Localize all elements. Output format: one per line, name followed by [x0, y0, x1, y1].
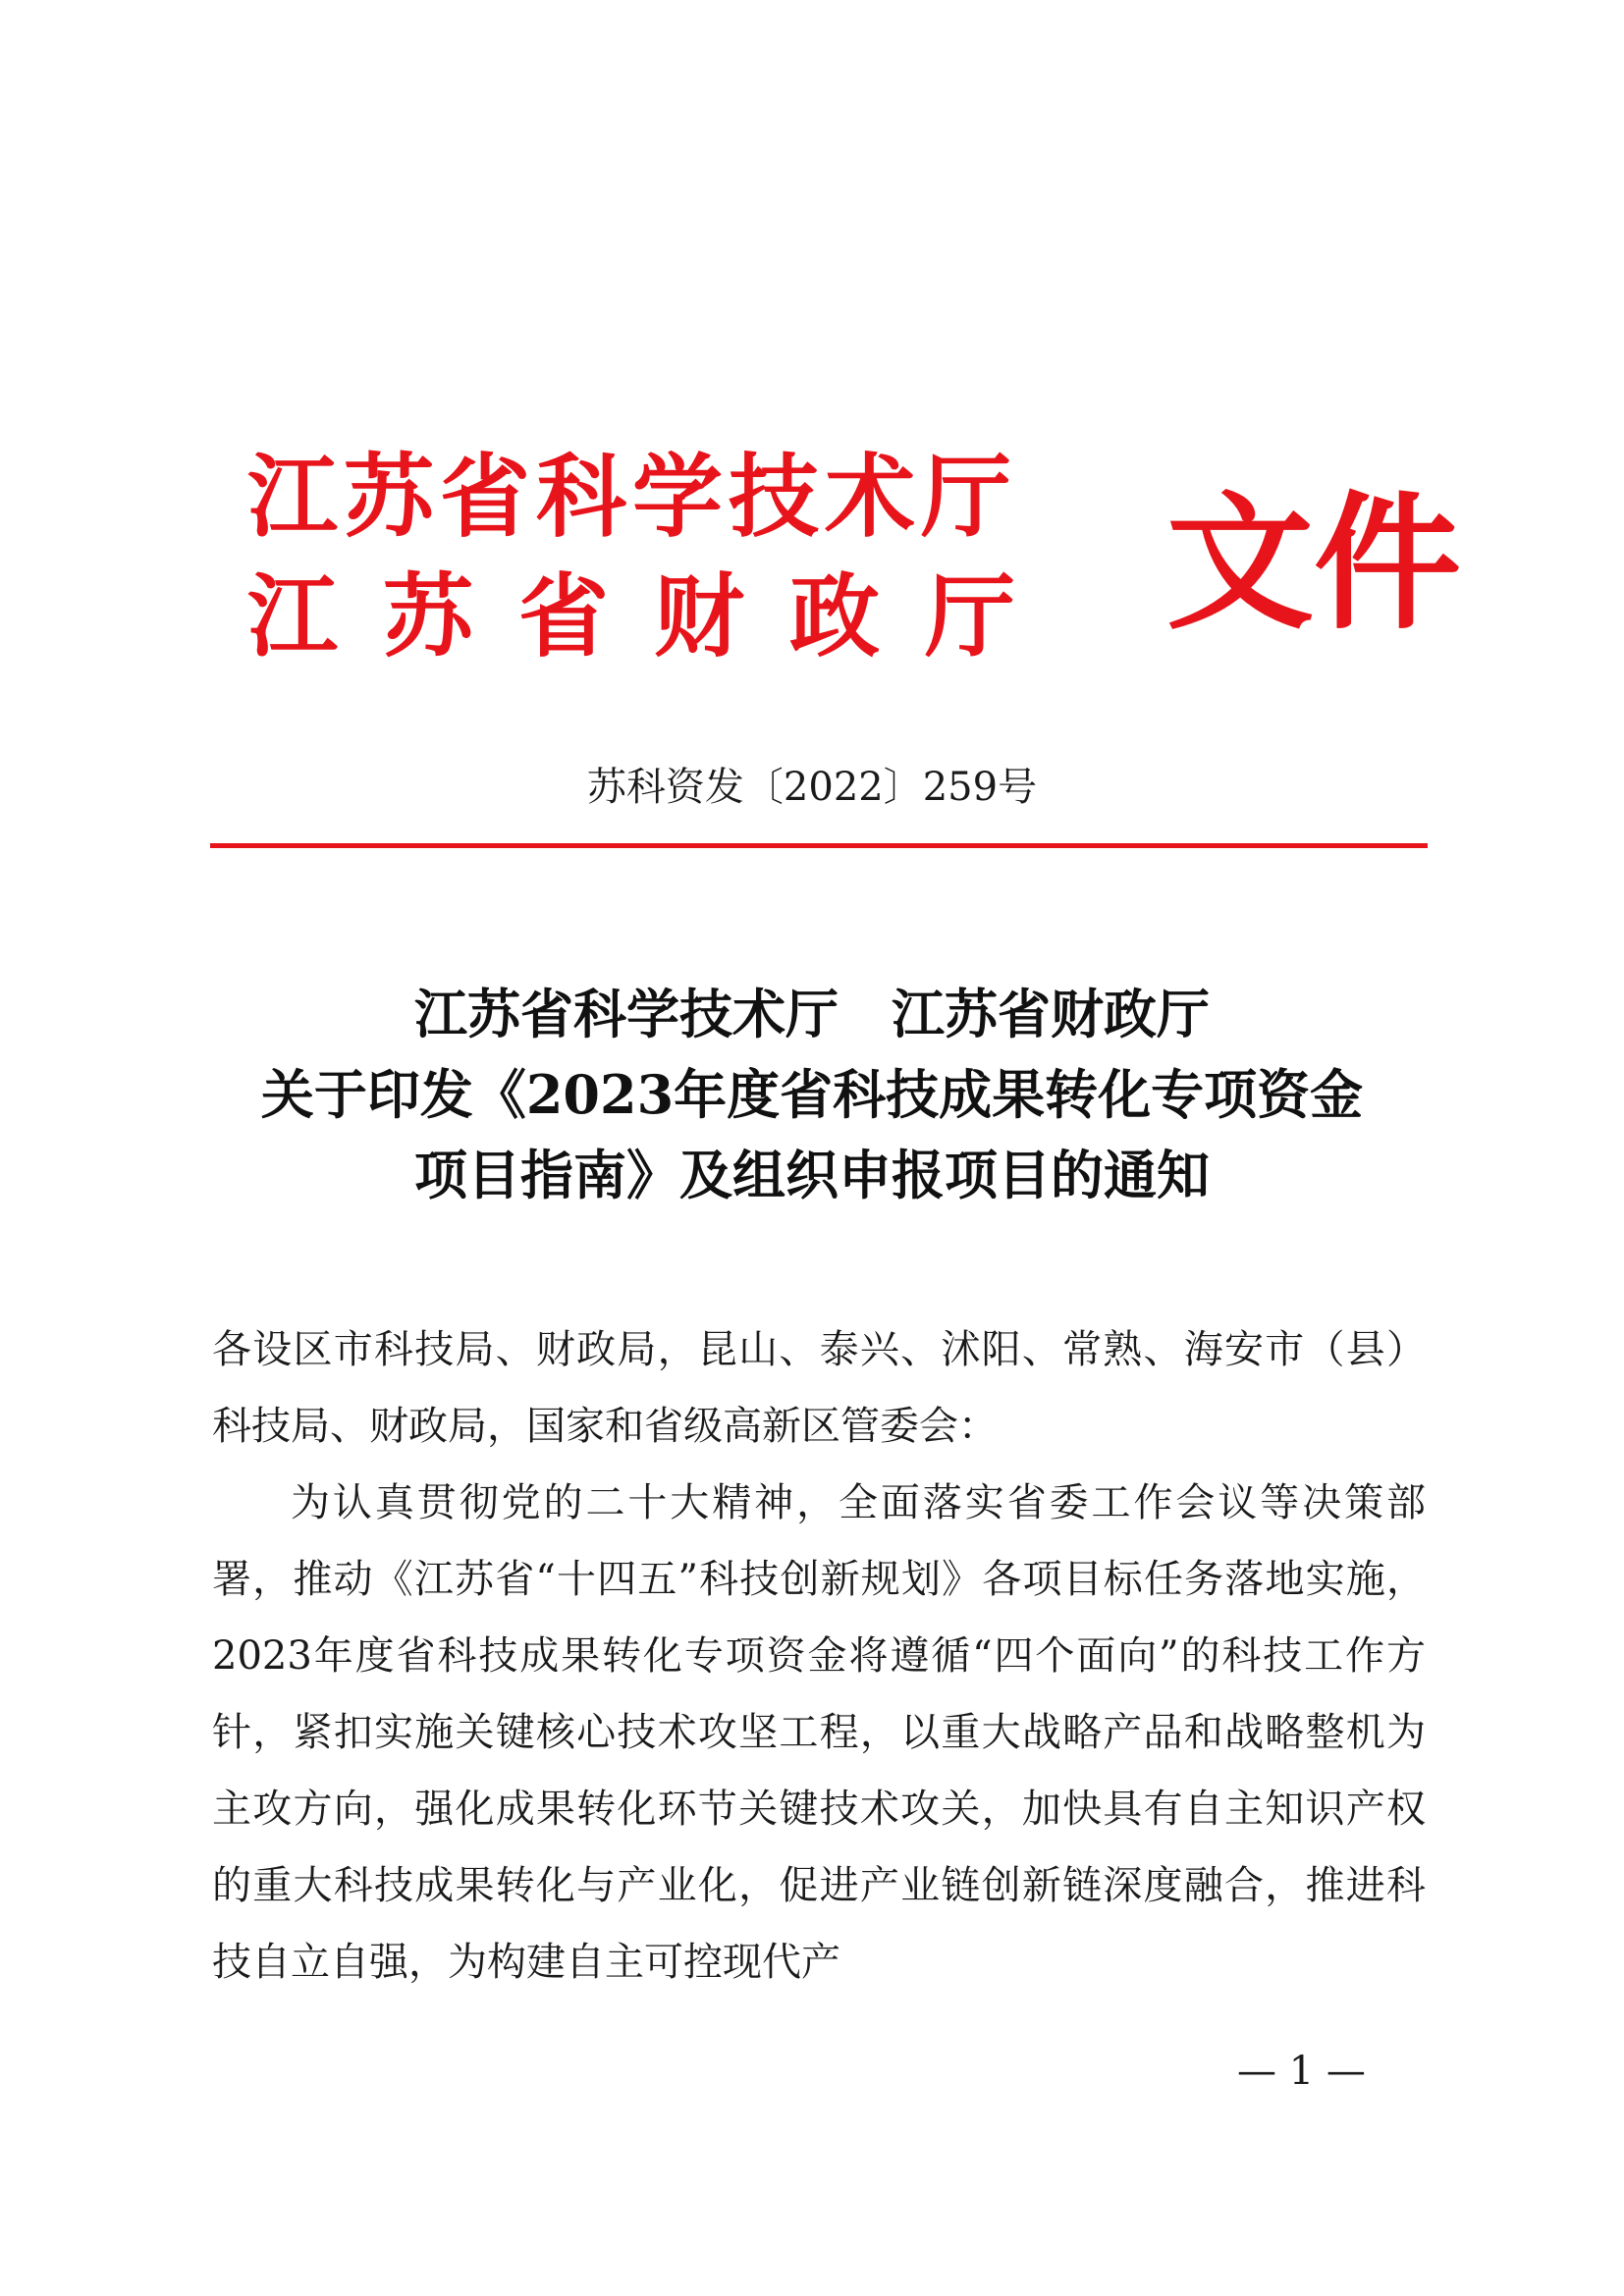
red-divider-line	[210, 843, 1428, 848]
issuer-line-2: 江苏省财政厅	[247, 564, 1061, 669]
body-paragraph: 为认真贯彻党的二十大精神，全面落实省委工作会议等决策部署，推动《江苏省“十四五”科技创新规划》各项目标任务落地实施，2023年度省科技成果转化专项资金将遵循“四个面向”的科技工作方针，紧扣实施关键核心技术攻坚工程，以重大战略产品和战略整机为主攻方向，强化成果转化环节关键技术攻关，加快具有自主知识产权的重大科技成果转化与产业化，促进产业链创新链深度融合，推进科技自立自强，为构建自主可控现代产	[212, 1480, 1426, 1985]
issuer-line-1: 江苏省科学技术厅	[247, 445, 1018, 550]
document-header	[247, 444, 1462, 699]
document-title	[0, 974, 1624, 1215]
page-number: — 1 —	[1237, 2049, 1366, 2094]
title-line-3: 项目指南》及组织申报项目的通知	[414, 1144, 1210, 1206]
title-line-2: 关于印发《2023年度省科技成果转化专项资金	[260, 1063, 1364, 1126]
title-line-1: 江苏省科学技术厅 江苏省财政厅	[414, 983, 1210, 1045]
addressee: 各设区市科技局、财政局，昆山、泰兴、沭阳、常熟、海安市（县）科技局、财政局，国家和省级高新区管委会：	[212, 1327, 1426, 1449]
document-body	[212, 1311, 1426, 2001]
document-number: 苏科资发〔2022〕259号	[586, 765, 1038, 810]
issuer-suffix: 文件	[1166, 479, 1462, 650]
